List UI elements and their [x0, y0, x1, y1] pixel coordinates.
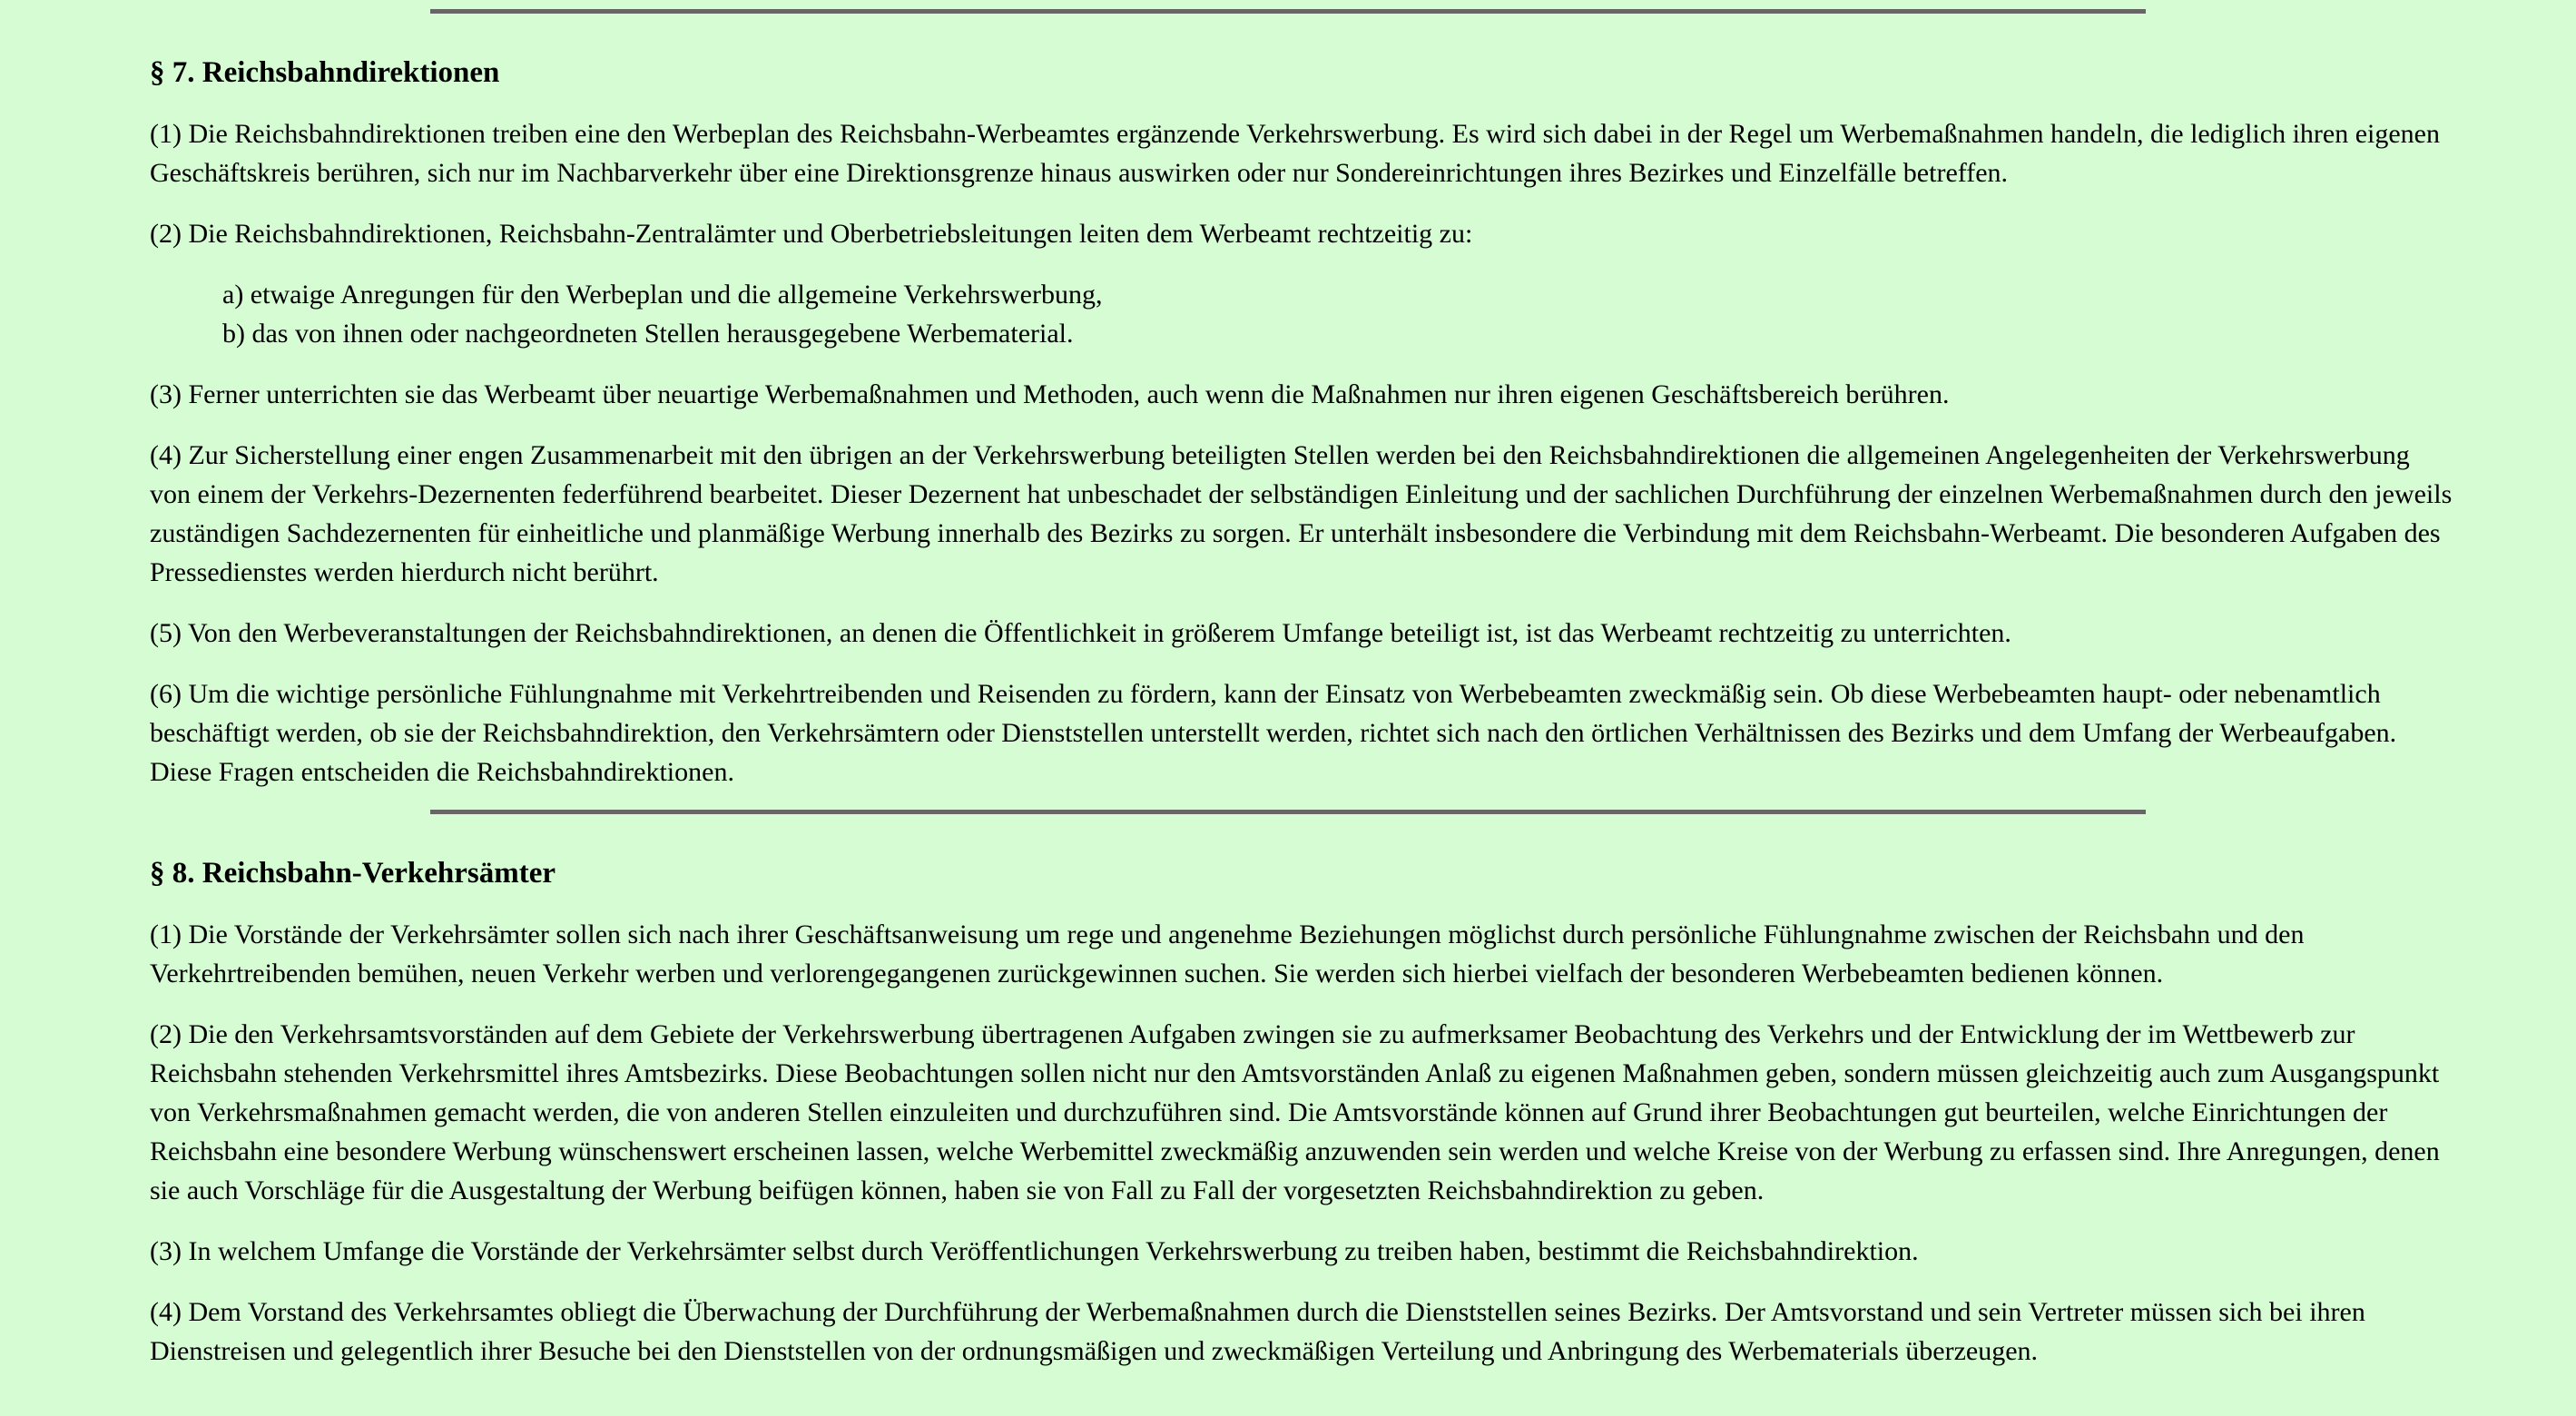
section-divider-top: [430, 9, 2146, 14]
section-paragraph-8: [0, 854, 2576, 1371]
paragraph: (2) Die den Verkehrsamtsvorständen auf dem Gebiete der Verkehrswerbung übertragenen Aufgaben zwingen sie zu aufmerksamer Beobachtung des Verkehrs und der Entwicklung der im Wettbewerb zur Reichsbahn stehenden Verkehrsmittel ihres Amtsbezirks. Diese Beobachtungen sollen nicht nur den Amtsvorständen Anlaß zu eigenen Maßnahmen geben, sondern müssen gleichzeitig auch zum Ausgangspunkt von Verkehrsmaßnahmen gemacht werden, die von anderen Stellen einzuleiten und durchzuführen sind. Die Amtsvorstände können auf Grund ihrer Beobachtungen gut beurteilen, welche Einrichtungen der Reichsbahn eine besondere Werbung wünschenswert erscheinen lassen, welche Werbemittel zweckmäßig anzuwenden sein werden und welche Kreise von der Werbung zu erfassen sind. Ihre Anregungen, denen sie auch Vorschläge für die Ausgestaltung der Werbung beifügen können, haben sie von Fall zu Fall der vorgesetzten Reichsbahndirektion zu geben.: [150, 1019, 2440, 1205]
paragraph: (4) Zur Sicherstellung einer engen Zusammenarbeit mit den übrigen an der Verkehrswerbung beteiligten Stellen werden bei den Reichsbahndirektionen die allgemeinen Angelegenheiten der Verkehrswerbung von einem der Verkehrs-Dezernenten federführend bearbeitet. Dieser Dezernent hat unbeschadet der selbständigen Einleitung und der sachlichen Durchführung der einzelnen Werbemaßnahmen durch den jeweils zuständigen Sachdezernenten für einheitliche und planmäßige Werbung innerhalb des Bezirks zu sorgen. Er unterhält insbesondere die Verbindung mit dem Reichsbahn-Werbeamt. Die besonderen Aufgaben des Pressedienstes werden hierdurch nicht berührt.: [150, 440, 2453, 587]
section-divider-middle: [430, 810, 2146, 814]
section-heading: § 7. Reichsbahndirektionen: [150, 56, 500, 89]
paragraph: (1) Die Reichsbahndirektionen treiben eine den Werbeplan des Reichsbahn-Werbeamtes ergänzende Verkehrswerbung. Es wird sich dabei in der Regel um Werbemaßnahmen handeln, die lediglich ihren eigenen Geschäftskreis berühren, sich nur im Nachbarverkehr über eine Direktionsgrenze hinaus auswirken oder nur Sondereinrichtungen ihres Bezirkes und Einzelfälle betreffen.: [150, 119, 2440, 188]
paragraph: (5) Von den Werbeveranstaltungen der Reichsbahndirektionen, an denen die Öffentlichkeit in größerem Umfange beteiligt ist, ist das Werbeamt rechtzeitig zu unterrichten.: [150, 618, 2011, 648]
paragraph: (3) Ferner unterrichten sie das Werbeamt über neuartige Werbemaßnahmen und Methoden, auch wenn die Maßnahmen nur ihren eigenen Geschäftsbereich berühren.: [150, 379, 1950, 409]
section-paragraph-7: [0, 54, 2576, 792]
paragraph: (6) Um die wichtige persönliche Fühlungnahme mit Verkehrtreibenden und Reisenden zu fördern, kann der Einsatz von Werbebeamten zweckmäßig sein. Ob diese Werbebeamten haupt- oder nebenamtlich beschäftigt werden, ob sie der Reichsbahndirektion, den Verkehrsämtern oder Dienststellen unterstellt werden, richtet sich nach den örtlichen Verhältnissen des Bezirks und dem Umfang der Werbeaufgaben. Diese Fragen entscheiden die Reichsbahndirektionen.: [150, 679, 2397, 787]
lettered-list: [150, 275, 2453, 353]
list-item: b) das von ihnen oder nachgeordneten Stellen herausgegebene Werbematerial.: [222, 319, 1074, 349]
paragraph: (2) Die Reichsbahndirektionen, Reichsbahn-Zentralämter und Oberbetriebsleitungen leiten dem Werbeamt rechtzeitig zu:: [150, 219, 1473, 249]
paragraph: (1) Die Vorstände der Verkehrsämter sollen sich nach ihrer Geschäftsanweisung um rege und angenehme Beziehungen möglichst durch persönliche Fühlungnahme zwischen der Reichsbahn und den Verkehrtreibenden bemühen, neuen Verkehr werben und verlorengegangenen zurückgewinnen suchen. Sie werden sich hierbei vielfach der besonderen Werbebeamten bedienen können.: [150, 919, 2305, 988]
list-item: a) etwaige Anregungen für den Werbeplan und die allgemeine Verkehrswerbung,: [222, 280, 1103, 310]
paragraph: (4) Dem Vorstand des Verkehrsamtes obliegt die Überwachung der Durchführung der Werbemaßnahmen durch die Dienststellen seines Bezirks. Der Amtsvorstand und sein Vertreter müssen sich bei ihren Dienstreisen und gelegentlich ihrer Besuche bei den Dienststellen von der ordnungsmäßigen und zweckmäßigen Verteilung und Anbringung des Werbematerials überzeugen.: [150, 1297, 2365, 1366]
section-heading: § 8. Reichsbahn-Verkehrsämter: [150, 857, 556, 890]
paragraph: (3) In welchem Umfange die Vorstände der Verkehrsämter selbst durch Veröffentlichungen Verkehrswerbung zu treiben haben, bestimmt die Reichsbahndirektion.: [150, 1236, 1919, 1266]
